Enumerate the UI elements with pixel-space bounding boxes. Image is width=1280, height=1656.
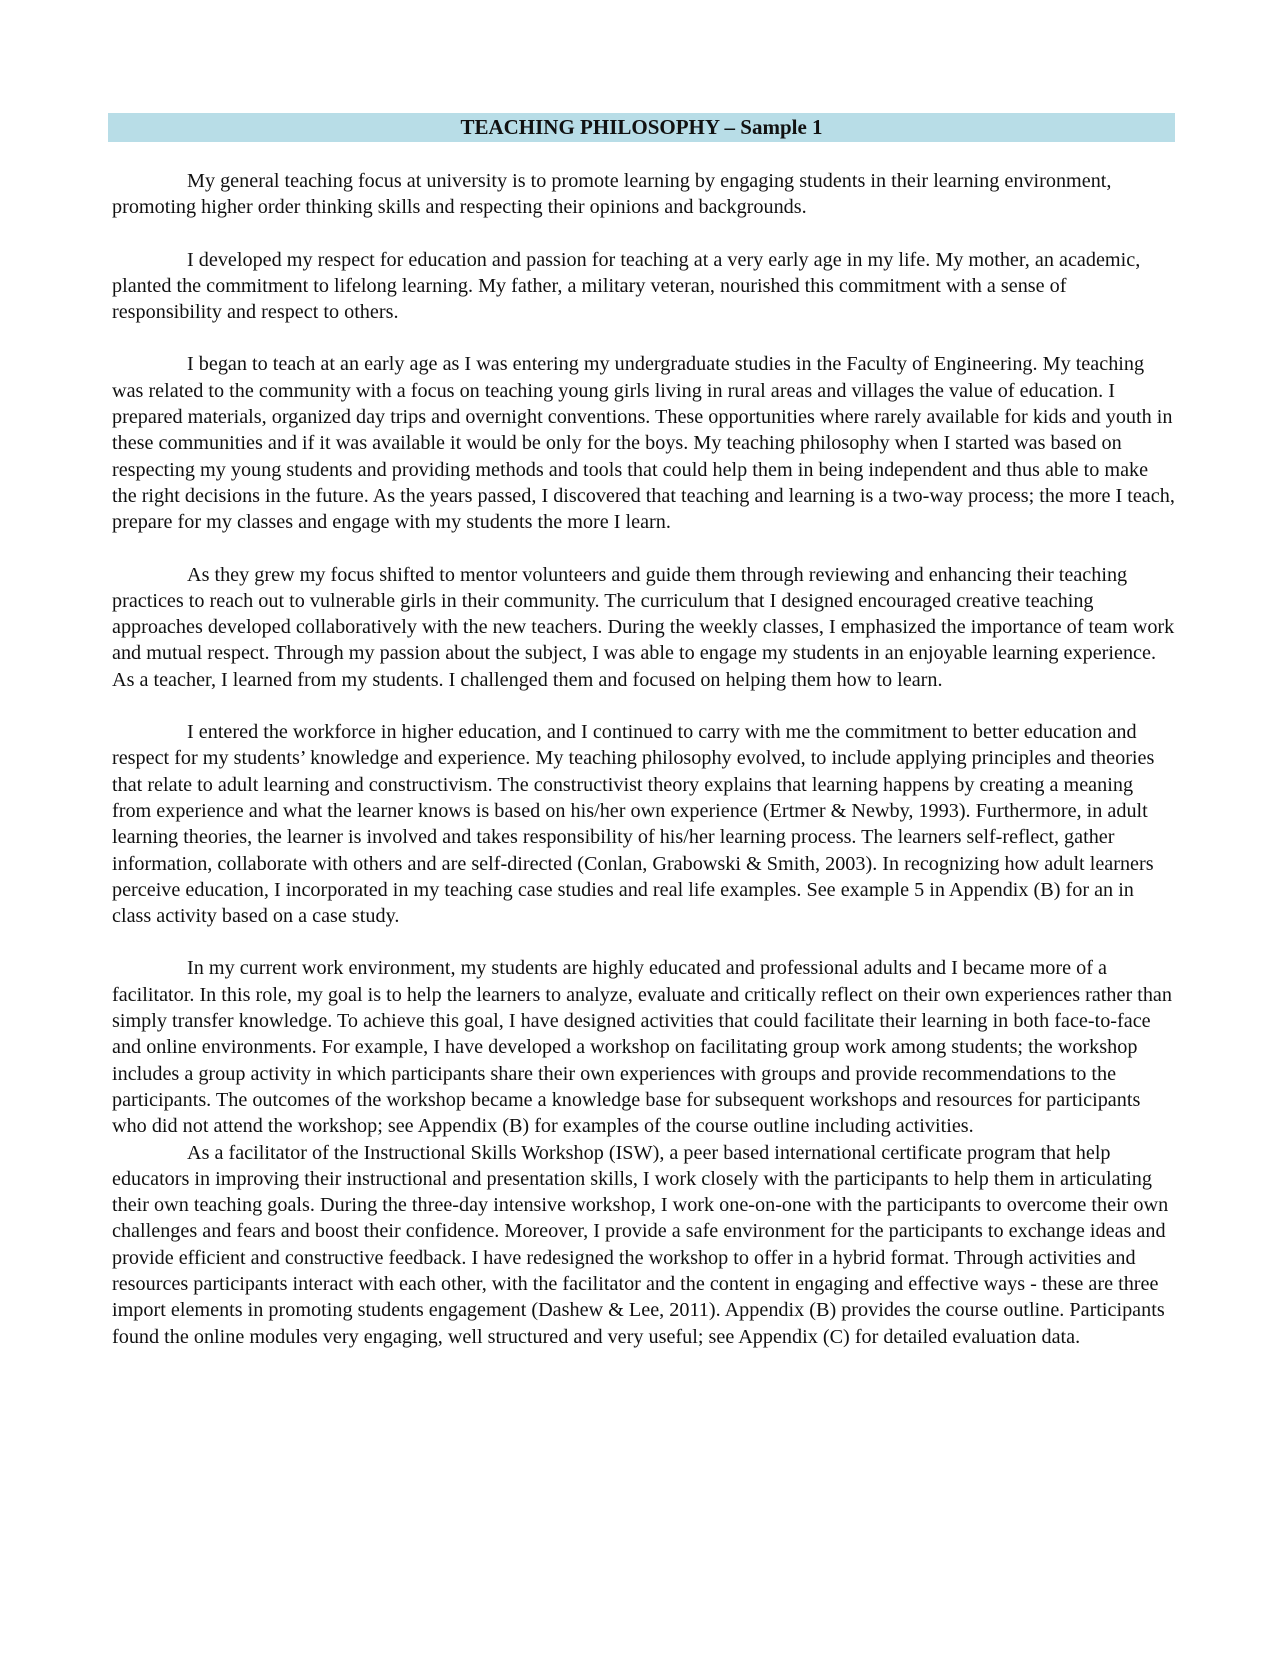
page-title: TEACHING PHILOSOPHY – Sample 1 [460, 115, 823, 139]
paragraph-4: As they grew my focus shifted to mentor volunteers and guide them through reviewing and enhancing their teaching practices to reach out to vulnerable girls in their community. The curriculum that I designed encouraged creative teaching approaches developed collaboratively with the new teachers. During the weekly classes, I emphasized the importance of team work and mutual respect. Through my passion about the subject, I was able to engage my students in an enjoyable learning experience. As a teacher, I learned from my students. I challenged them and focused on helping them how to learn. [112, 563, 1175, 691]
paragraph-3: I began to teach at an early age as I was entering my undergraduate studies in the Faculty of Engineering. My teaching was related to the community with a focus on teaching young girls living in rural areas and villages the value of education. I prepared materials, organized day trips and overnight conventions. These opportunities where rarely available for kids and youth in these communities and if it was available it would be only for the boys. My teaching philosophy when I started was based on respecting my young students and providing methods and tools that could help them in being independent and thus able to make the right decisions in the future. As the years passed, I discovered that teaching and learning is a two-way process; the more I teach, prepare for my classes and engage with my students the more I learn. [112, 353, 1175, 534]
paragraph-2: I developed my respect for education and passion for teaching at a very early age in my life. My mother, an academic, planted the commitment to lifelong learning. My father, a military veteran, nourished this commitment with a sense of responsibility and respect to others. [112, 248, 1141, 324]
paragraph-1: My general teaching focus at university is to promote learning by engaging students in their learning environment, promoting higher order thinking skills and respecting their opinions and backgrounds. [112, 170, 1112, 219]
paragraph-6: In my current work environment, my students are highly educated and professional adults and I became more of a facilitator. In this role, my goal is to help the learners to analyze, evaluate and critically reflect on their own experiences rather than simply transfer knowledge. To achieve this goal, I have designed activities that could facilitate their learning in both face-to-face and online environments. For example, I have developed a workshop on facilitating group work among students; the workshop includes a group activity in which participants share their own experiences with groups and provide recommendations to the participants. The outcomes of the workshop became a knowledge base for subsequent workshops and resources for participants who did not attend the workshop; see Appendix (B) for examples of the course outline including activities. [112, 957, 1172, 1138]
paragraph-7: As a facilitator of the Instructional Skills Workshop (ISW), a peer based international certificate program that help educators in improving their instructional and presentation skills, I work closely with the participants to help them in articulating their own teaching goals. During the three-day intensive workshop, I work one-on-one with the participants to overcome their own challenges and fears and boost their confidence. Moreover, I provide a safe environment for the participants to exchange ideas and provide efficient and constructive feedback. I have redesigned the workshop to offer in a hybrid format. Through activities and resources participants interact with each other, with the facilitator and the content in engaging and effective ways - these are three import elements in promoting students engagement (Dashew & Lee, 2011). Appendix (B) provides the course outline. Participants found the online modules very engaging, well structured and very useful; see Appendix (C) for detailed evaluation data. [112, 1141, 1169, 1348]
title-bar [108, 113, 1175, 142]
body-text [112, 168, 1175, 1350]
paragraph-5: I entered the workforce in higher education, and I continued to carry with me the commitment to better education and respect for my students’ knowledge and experience. My teaching philosophy evolved, to include applying principles and theories that relate to adult learning and constructivism. The constructivist theory explains that learning happens by creating a meaning from experience and what the learner knows is based on his/her own experience (Ertmer & Newby, 1993). Furthermore, in adult learning theories, the learner is involved and takes responsibility of his/her learning process. The learners self-reflect, gather information, collaborate with others and are self-directed (Conlan, Grabowski & Smith, 2003). In recognizing how adult learners perceive education, I incorporated in my teaching case studies and real life examples. See example 5 in Appendix (B) for an in class activity based on a case study. [112, 721, 1155, 928]
